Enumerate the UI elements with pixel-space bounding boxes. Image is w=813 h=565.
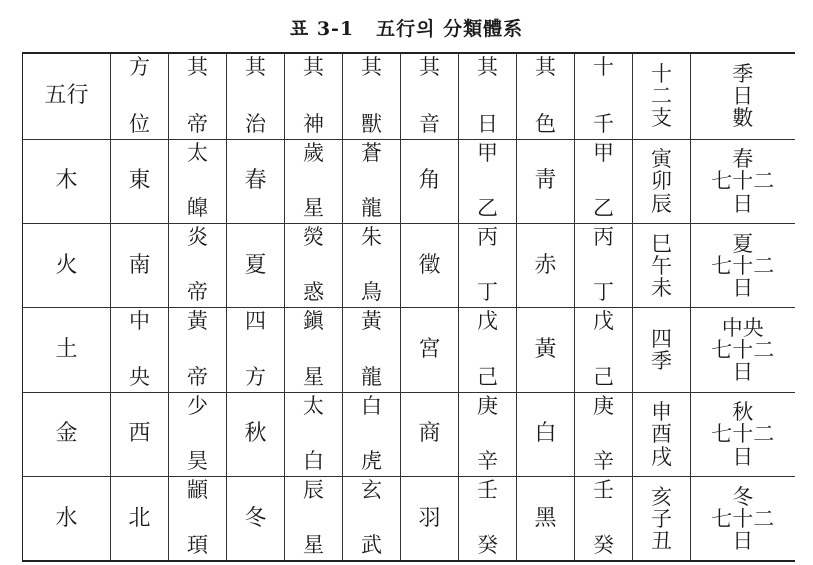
row-4-branches-char-1: 子 xyxy=(651,506,672,531)
row-3-day-text xyxy=(459,393,516,476)
row-1-tone-text: 徵 xyxy=(418,252,441,278)
row-2-days-char-1: 七十二 xyxy=(711,338,775,363)
row-4-spirit-char-1: 星 xyxy=(303,533,324,557)
row-1-beast-text xyxy=(343,224,400,307)
header-col-7-char-1: 色 xyxy=(535,111,556,136)
header-col-8-char-1: 千 xyxy=(593,111,614,136)
row-3-color-text: 白 xyxy=(534,421,557,447)
table-row xyxy=(23,139,795,223)
five-elements-table xyxy=(22,52,795,562)
row-1-stems-char-1: 丁 xyxy=(593,280,614,305)
row-4-branches-char-0: 亥 xyxy=(651,484,672,509)
caption-title: 五行의 分類體系 xyxy=(376,18,524,40)
header-col-6-text xyxy=(459,54,516,139)
header-col-2-char-1: 治 xyxy=(245,111,266,136)
row-1-dir-text: 南 xyxy=(128,252,151,278)
row-2-beast-char-1: 龍 xyxy=(361,364,382,389)
header-days-text xyxy=(691,63,795,129)
row-2-day xyxy=(459,308,517,392)
row-3-branches-text xyxy=(633,401,690,467)
row-2-element xyxy=(23,308,111,392)
row-0-stems-char-0: 甲 xyxy=(593,140,614,165)
header-col-8-char-0: 十 xyxy=(593,55,614,79)
row-1-day-text xyxy=(459,224,516,307)
row-2-branches xyxy=(633,308,691,392)
header-col-7 xyxy=(517,53,575,139)
row-0-govern xyxy=(227,139,285,223)
row-3-emperor xyxy=(169,392,227,476)
row-2-emperor-text xyxy=(169,308,226,391)
header-col-0-text xyxy=(111,54,168,139)
row-2-day-text xyxy=(459,308,516,391)
row-2-days-char-0: 中央 xyxy=(721,316,764,341)
row-3-emperor-char-0: 少 xyxy=(187,393,208,418)
header-col-5-text xyxy=(401,54,458,139)
row-0-dir xyxy=(111,139,169,223)
row-2-dir-char-1: 央 xyxy=(129,364,150,389)
row-2-spirit-text xyxy=(285,308,342,391)
header-col-5 xyxy=(401,53,459,139)
row-4-branches-char-2: 丑 xyxy=(651,528,672,553)
row-3-spirit xyxy=(285,392,343,476)
row-4-color xyxy=(517,477,575,561)
row-0-beast-char-1: 龍 xyxy=(361,196,382,221)
row-3-stems-text xyxy=(575,393,632,476)
table-row xyxy=(23,477,795,561)
row-1-branches-text xyxy=(633,233,690,299)
row-0-stems xyxy=(575,139,633,223)
row-4-tone xyxy=(401,477,459,561)
row-0-beast xyxy=(343,139,401,223)
row-2-dir-char-0: 中 xyxy=(129,309,150,334)
header-col-0-char-1: 位 xyxy=(129,111,150,136)
row-4-tone-text: 羽 xyxy=(418,505,441,531)
row-3-days-char-1: 七十二 xyxy=(711,422,775,447)
row-3-stems xyxy=(575,392,633,476)
row-0-branches-text xyxy=(633,148,690,214)
row-2-days-text xyxy=(691,317,795,383)
row-1-emperor-char-1: 帝 xyxy=(187,280,208,305)
row-2-branches-char-1: 季 xyxy=(651,349,672,374)
row-1-branches-char-0: 巳 xyxy=(651,231,672,256)
row-4-beast xyxy=(343,477,401,561)
row-4-stems xyxy=(575,477,633,561)
row-2-beast xyxy=(343,308,401,392)
row-3-days-text xyxy=(691,401,795,467)
header-col-7-char-0: 其 xyxy=(535,55,556,79)
row-4-days-char-0: 冬 xyxy=(732,484,754,509)
row-0-day xyxy=(459,139,517,223)
header-col-1-char-0: 其 xyxy=(187,55,208,79)
row-3-day-char-0: 庚 xyxy=(477,393,498,418)
row-2-day-char-0: 戊 xyxy=(477,309,498,334)
row-3-branches-char-2: 戌 xyxy=(651,444,672,469)
row-3-days xyxy=(691,392,795,476)
row-4-spirit-char-0: 辰 xyxy=(303,478,324,503)
row-1-tone xyxy=(401,224,459,308)
row-0-branches xyxy=(633,139,691,223)
header-days xyxy=(691,53,795,139)
row-1-emperor xyxy=(169,224,227,308)
row-1-branches-char-1: 午 xyxy=(651,253,672,278)
row-4-element-text: 水 xyxy=(55,505,78,531)
row-1-days-char-2: 日 xyxy=(732,275,754,300)
row-2-emperor xyxy=(169,308,227,392)
row-0-emperor xyxy=(169,139,227,223)
row-2-element-text: 土 xyxy=(55,337,78,363)
row-2-govern-char-0: 四 xyxy=(245,309,266,334)
row-4-days-char-2: 日 xyxy=(732,528,754,553)
row-1-stems-text xyxy=(575,224,632,307)
row-0-spirit-char-0: 歲 xyxy=(303,140,324,165)
header-col-3-text xyxy=(285,54,342,139)
row-4-day xyxy=(459,477,517,561)
row-2-tone xyxy=(401,308,459,392)
row-2-branches-char-0: 四 xyxy=(651,327,672,352)
row-3-days-char-2: 日 xyxy=(732,444,754,469)
row-0-spirit xyxy=(285,139,343,223)
row-2-days xyxy=(691,308,795,392)
row-3-branches xyxy=(633,392,691,476)
row-0-stems-char-1: 乙 xyxy=(593,196,614,221)
row-4-govern xyxy=(227,477,285,561)
caption-label: 표 3-1 xyxy=(289,18,355,40)
row-1-spirit xyxy=(285,224,343,308)
row-3-spirit-text xyxy=(285,393,342,476)
header-col-0 xyxy=(111,53,169,139)
row-4-days xyxy=(691,477,795,561)
header-col-6-char-1: 日 xyxy=(477,111,498,136)
header-days-char-1: 日 xyxy=(732,84,754,109)
row-0-govern-text: 春 xyxy=(244,168,267,194)
row-1-beast xyxy=(343,224,401,308)
row-4-day-char-0: 壬 xyxy=(477,478,498,503)
row-1-emperor-char-0: 炎 xyxy=(187,225,208,250)
header-col-8-text xyxy=(575,54,632,139)
row-4-emperor-text xyxy=(169,477,226,560)
row-0-spirit-text xyxy=(285,140,342,223)
header-col-4 xyxy=(343,53,401,139)
row-1-stems xyxy=(575,224,633,308)
header-col-0-char-0: 方 xyxy=(129,55,150,79)
header-col-4-char-1: 獸 xyxy=(361,111,382,136)
row-0-branches-char-1: 卯 xyxy=(651,169,672,194)
row-4-dir xyxy=(111,477,169,561)
row-0-days xyxy=(691,139,795,223)
header-col-5-char-0: 其 xyxy=(419,55,440,79)
row-3-day xyxy=(459,392,517,476)
row-2-stems-char-1: 己 xyxy=(593,364,614,389)
row-1-days-text xyxy=(691,233,795,299)
row-4-spirit-text xyxy=(285,477,342,560)
row-0-branches-char-2: 辰 xyxy=(651,191,672,216)
row-4-dir-text: 北 xyxy=(128,505,151,531)
row-1-govern-text: 夏 xyxy=(244,252,267,278)
row-2-days-char-2: 日 xyxy=(732,360,754,385)
row-1-spirit-char-1: 惑 xyxy=(303,280,324,305)
row-1-branches-char-2: 未 xyxy=(651,275,672,300)
header-col-5-char-1: 音 xyxy=(419,111,440,136)
row-2-emperor-char-0: 黃 xyxy=(187,309,208,334)
row-4-beast-char-0: 玄 xyxy=(361,478,382,503)
row-1-branches xyxy=(633,224,691,308)
header-days-char-2: 數 xyxy=(732,106,754,131)
row-3-beast-char-0: 白 xyxy=(361,393,382,418)
row-1-day-char-0: 丙 xyxy=(477,225,498,250)
row-1-dir xyxy=(111,224,169,308)
header-branches xyxy=(633,53,691,139)
row-2-govern-char-1: 方 xyxy=(245,364,266,389)
row-0-emperor-char-0: 太 xyxy=(187,140,208,165)
row-2-stems xyxy=(575,308,633,392)
header-col-1 xyxy=(169,53,227,139)
row-0-day-char-0: 甲 xyxy=(477,140,498,165)
header-col-6 xyxy=(459,53,517,139)
row-3-beast-char-1: 虎 xyxy=(361,449,382,474)
row-3-stems-char-1: 辛 xyxy=(593,449,614,474)
row-0-element xyxy=(23,139,111,223)
row-0-spirit-char-1: 星 xyxy=(303,196,324,221)
row-0-days-text xyxy=(691,148,795,214)
row-4-stems-char-0: 壬 xyxy=(593,478,614,503)
header-branches-char-0: 十 xyxy=(651,62,672,87)
row-2-tone-text: 宮 xyxy=(418,337,441,363)
row-3-beast xyxy=(343,392,401,476)
row-2-beast-text xyxy=(343,308,400,391)
row-3-branches-char-0: 申 xyxy=(651,400,672,425)
header-branches-char-1: 二 xyxy=(651,84,672,109)
row-2-govern xyxy=(227,308,285,392)
header-element-text: 五行 xyxy=(44,83,89,109)
row-4-emperor-char-1: 頊 xyxy=(187,533,208,557)
row-0-beast-char-0: 蒼 xyxy=(361,140,382,165)
row-3-govern xyxy=(227,392,285,476)
row-1-stems-char-0: 丙 xyxy=(593,225,614,250)
row-2-spirit-char-1: 星 xyxy=(303,364,324,389)
header-col-3 xyxy=(285,53,343,139)
row-4-beast-text xyxy=(343,477,400,560)
row-3-stems-char-0: 庚 xyxy=(593,393,614,418)
row-1-day-char-1: 丁 xyxy=(477,280,498,305)
row-3-day-char-1: 辛 xyxy=(477,449,498,474)
row-2-spirit-char-0: 鎭 xyxy=(303,309,324,334)
row-0-dir-text: 東 xyxy=(128,168,151,194)
row-4-branches xyxy=(633,477,691,561)
header-col-1-text xyxy=(169,54,226,139)
row-1-color-text: 赤 xyxy=(534,252,557,278)
row-0-beast-text xyxy=(343,140,400,223)
row-1-element-text: 火 xyxy=(55,252,78,278)
row-4-spirit xyxy=(285,477,343,561)
row-0-color xyxy=(517,139,575,223)
header-col-2 xyxy=(227,53,285,139)
row-1-spirit-char-0: 熒 xyxy=(303,225,324,250)
table-row xyxy=(23,224,795,308)
row-2-day-char-1: 己 xyxy=(477,364,498,389)
row-4-emperor xyxy=(169,477,227,561)
row-2-beast-char-0: 黃 xyxy=(361,309,382,334)
row-3-beast-text xyxy=(343,393,400,476)
row-0-color-text: 靑 xyxy=(534,168,557,194)
row-4-day-text xyxy=(459,477,516,560)
table-caption xyxy=(0,14,813,41)
row-1-days-char-1: 七十二 xyxy=(711,253,775,278)
header-col-7-text xyxy=(517,54,574,139)
header-row xyxy=(23,53,795,139)
row-3-days-char-0: 秋 xyxy=(732,400,754,425)
row-0-days-char-0: 春 xyxy=(732,147,754,172)
row-3-element-text: 金 xyxy=(55,421,78,447)
row-3-emperor-char-1: 昊 xyxy=(187,449,208,474)
row-4-days-text xyxy=(691,486,795,552)
header-col-8 xyxy=(575,53,633,139)
row-4-beast-char-1: 武 xyxy=(361,533,382,557)
row-3-branches-char-1: 酉 xyxy=(651,422,672,447)
header-col-4-char-0: 其 xyxy=(361,55,382,79)
row-1-beast-char-1: 鳥 xyxy=(361,280,382,305)
row-1-beast-char-0: 朱 xyxy=(361,225,382,250)
row-1-spirit-text xyxy=(285,224,342,307)
row-3-color xyxy=(517,392,575,476)
row-3-dir xyxy=(111,392,169,476)
header-element xyxy=(23,53,111,139)
table-row xyxy=(23,392,795,476)
row-2-stems-text xyxy=(575,308,632,391)
row-2-dir xyxy=(111,308,169,392)
row-1-govern xyxy=(227,224,285,308)
header-col-2-text xyxy=(227,54,284,139)
row-3-spirit-char-0: 太 xyxy=(303,393,324,418)
row-4-govern-text: 冬 xyxy=(244,505,267,531)
row-0-branches-char-0: 寅 xyxy=(651,147,672,172)
header-days-char-0: 季 xyxy=(732,62,754,87)
row-4-emperor-char-0: 顓 xyxy=(187,478,208,503)
row-2-dir-text xyxy=(111,308,168,391)
row-4-element xyxy=(23,477,111,561)
row-2-color xyxy=(517,308,575,392)
row-0-day-char-1: 乙 xyxy=(477,196,498,221)
row-4-branches-text xyxy=(633,486,690,552)
row-0-stems-text xyxy=(575,140,632,223)
row-4-stems-char-1: 癸 xyxy=(593,533,614,557)
row-1-day xyxy=(459,224,517,308)
row-2-branches-text xyxy=(633,328,690,372)
row-1-days xyxy=(691,224,795,308)
row-4-day-char-1: 癸 xyxy=(477,533,498,557)
header-branches-text xyxy=(633,63,690,129)
row-2-emperor-char-1: 帝 xyxy=(187,364,208,389)
row-3-spirit-char-1: 白 xyxy=(303,449,324,474)
row-4-days-char-1: 七十二 xyxy=(711,506,775,531)
row-0-emperor-text xyxy=(169,140,226,223)
row-3-tone-text: 商 xyxy=(418,421,441,447)
header-col-3-char-1: 神 xyxy=(303,111,324,136)
row-1-color xyxy=(517,224,575,308)
row-2-govern-text xyxy=(227,308,284,391)
row-2-stems-char-0: 戊 xyxy=(593,309,614,334)
row-0-days-char-1: 七十二 xyxy=(711,169,775,194)
row-0-tone-text: 角 xyxy=(418,168,441,194)
row-0-days-char-2: 日 xyxy=(732,191,754,216)
table-row xyxy=(23,308,795,392)
header-col-6-char-0: 其 xyxy=(477,55,498,79)
header-col-3-char-0: 其 xyxy=(303,55,324,79)
row-1-days-char-0: 夏 xyxy=(732,231,754,256)
row-2-color-text: 黃 xyxy=(534,337,557,363)
row-0-tone xyxy=(401,139,459,223)
header-col-1-char-1: 帝 xyxy=(187,111,208,136)
row-3-element xyxy=(23,392,111,476)
row-0-day-text xyxy=(459,140,516,223)
row-4-stems-text xyxy=(575,477,632,560)
row-3-tone xyxy=(401,392,459,476)
header-col-2-char-0: 其 xyxy=(245,55,266,79)
row-0-element-text: 木 xyxy=(55,168,78,194)
row-3-govern-text: 秋 xyxy=(244,421,267,447)
header-col-4-text xyxy=(343,54,400,139)
row-1-element xyxy=(23,224,111,308)
row-3-dir-text: 西 xyxy=(128,421,151,447)
row-0-emperor-char-1: 皥 xyxy=(187,196,208,221)
row-4-color-text: 黑 xyxy=(534,505,557,531)
row-1-emperor-text xyxy=(169,224,226,307)
header-branches-char-2: 支 xyxy=(651,106,672,131)
row-2-spirit xyxy=(285,308,343,392)
row-3-emperor-text xyxy=(169,393,226,476)
